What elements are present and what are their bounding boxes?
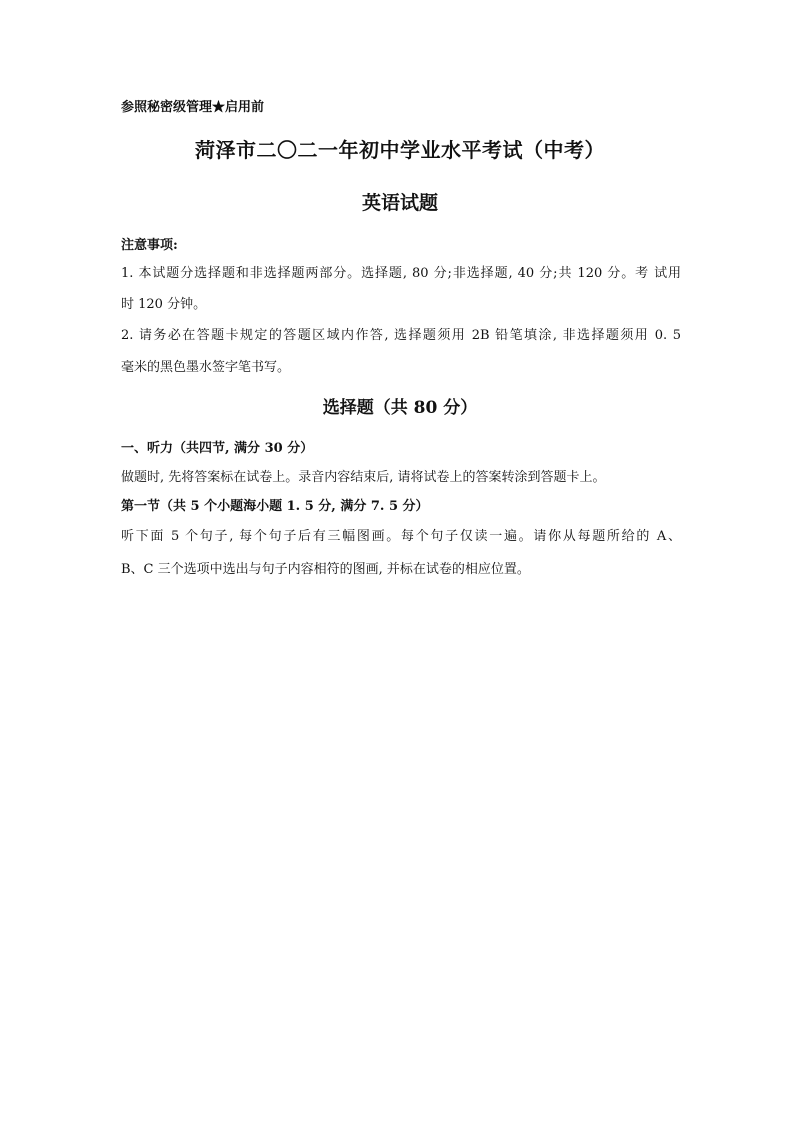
- part-1-line-1: 听下面 5 个句子, 每个句子后有三幅图画。每个句子仅读一遍。请你从每题所给的 A、: [121, 529, 681, 544]
- listening-instruction: 做题时, 先将答案标在试卷上。录音内容结束后, 请将试卷上的答案转涂到答题卡上。: [121, 470, 606, 485]
- part-1-line-2: B、C 三个选项中选出与句子内容相符的图画, 并标在试卷的相应位置。: [121, 562, 530, 577]
- notes-item-2-line-1: 2. 请务必在答题卡规定的答题区域内作答, 选择题须用 2B 铅笔填涂, 非选择题须用 0. 5: [121, 328, 681, 343]
- part-1-heading: 第一节（共 5 个小题海小题 1. 5 分, 满分 7. 5 分）: [121, 499, 429, 514]
- notes-item-2-line-2: 毫米的黑色墨水签字笔书写。: [121, 360, 291, 375]
- listening-heading: 一、听力（共四节, 满分 30 分）: [121, 441, 314, 456]
- section-title: 选择题（共 80 分）: [322, 398, 478, 418]
- classification-label: 参照秘密级管理★启用前: [121, 100, 265, 115]
- exam-subject: 英语试题: [361, 192, 438, 214]
- notes-item-1-line-2: 时 120 分钟。: [121, 297, 207, 312]
- notes-item-1-line-1: 1. 本试题分选择题和非选择题两部分。选择题, 80 分;非选择题, 40 分;共 120 分。考 试用: [121, 266, 681, 281]
- exam-title: 菏泽市二〇二一年初中学业水平考试（中考）: [195, 138, 605, 162]
- notes-heading: 注意事项:: [121, 238, 178, 253]
